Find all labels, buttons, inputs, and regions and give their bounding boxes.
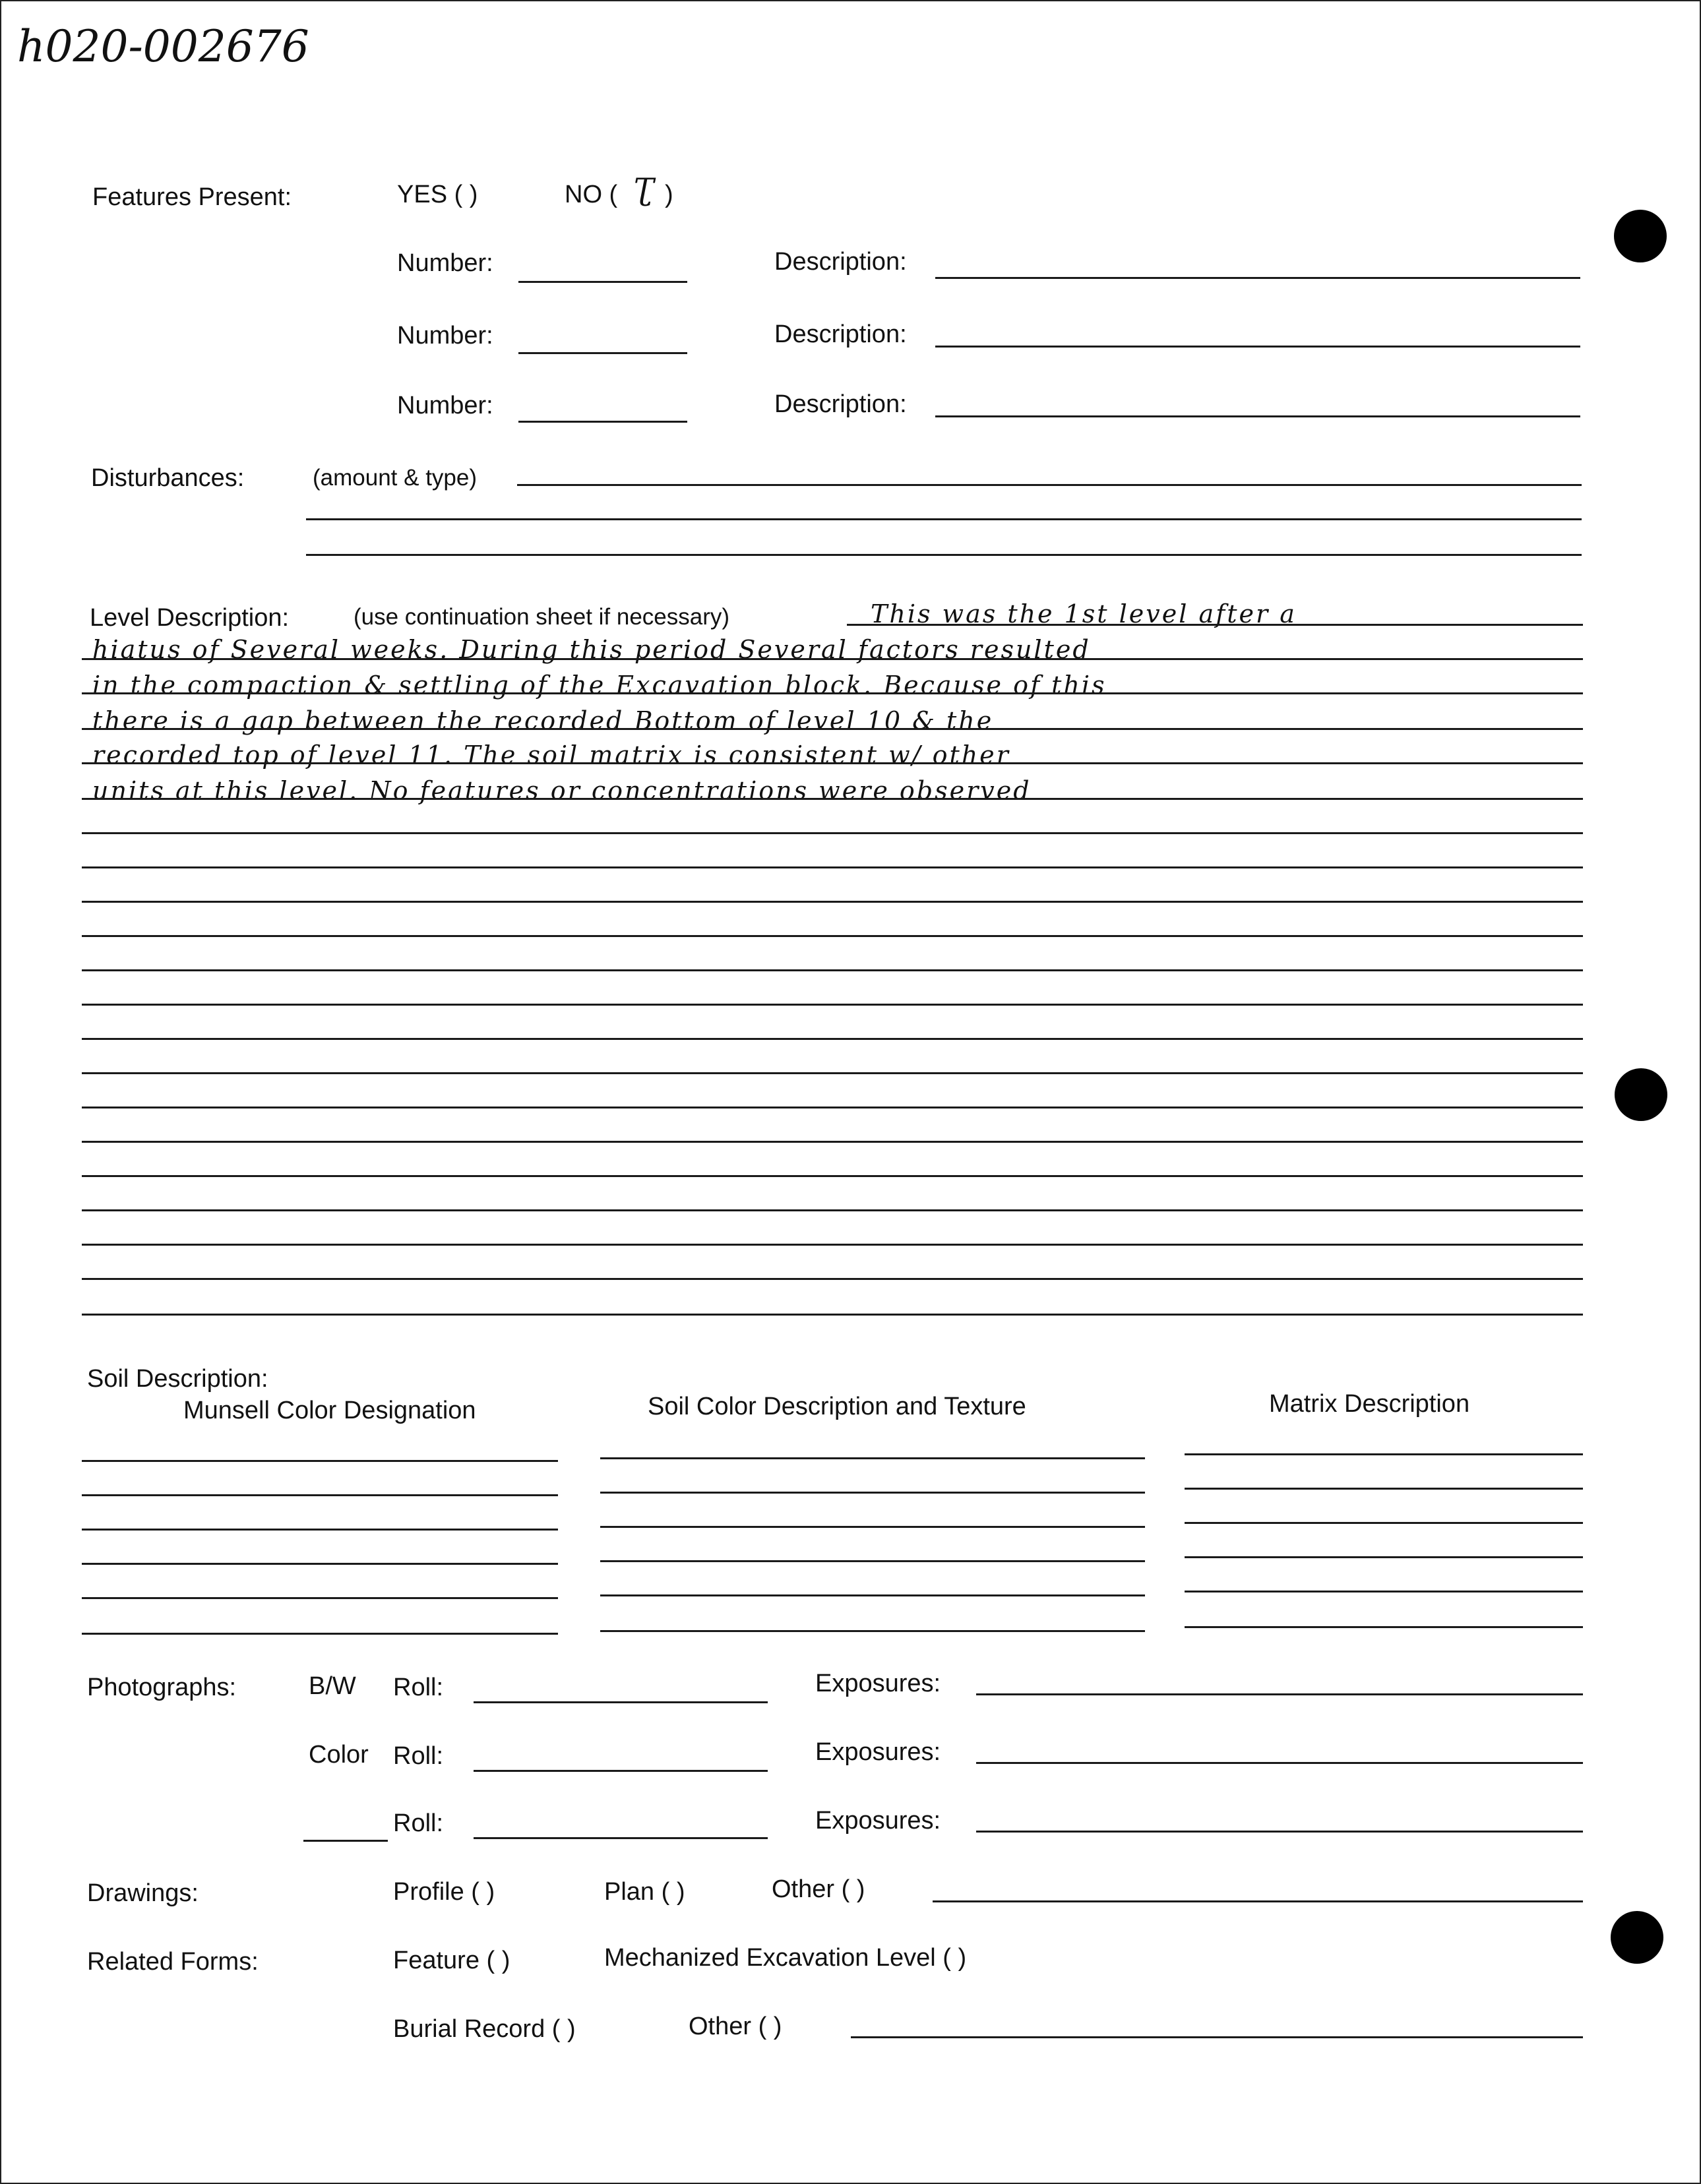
soil-col-matrix-header: Matrix Description [1269,1390,1470,1418]
photo-exposures-label-3: Exposures: [815,1807,941,1835]
punch-hole-top [1614,210,1667,262]
number-label-3: Number: [397,392,493,419]
drawing-plan-option[interactable]: Plan ( ) [604,1878,685,1906]
level-line-17[interactable] [82,1175,1583,1177]
disturbances-label: Disturbances: [91,464,245,492]
matrix-line-5[interactable] [1185,1591,1583,1592]
photo-exposures-label-1: Exposures: [815,1670,941,1697]
description-field-1[interactable] [935,277,1580,279]
description-label-2: Description: [774,320,907,348]
color-texture-line-4[interactable] [600,1560,1145,1562]
color-texture-line-2[interactable] [600,1492,1145,1494]
munsell-line-2[interactable] [82,1494,558,1496]
photo-roll-field-3[interactable] [474,1837,768,1839]
level-line-9[interactable] [82,901,1583,903]
level-line-11[interactable] [82,969,1583,971]
features-no-close: ) [665,181,673,208]
level-handwriting-line-4: there is a gap between the recorded Bottom of level 10 & the [92,706,994,735]
photo-color-label: Color [309,1741,369,1769]
related-burial-option[interactable]: Burial Record ( ) [393,2015,576,2043]
related-other-option[interactable]: Other ( ) [689,2013,782,2040]
level-line-4[interactable] [82,728,1583,730]
photo-roll-field-1[interactable] [474,1701,768,1703]
matrix-line-6[interactable] [1185,1626,1583,1628]
photo-roll-label-1: Roll: [393,1674,444,1701]
drawing-other-option[interactable]: Other ( ) [772,1875,865,1903]
level-line-6[interactable] [82,798,1583,800]
level-line-18[interactable] [82,1209,1583,1211]
drawings-label: Drawings: [87,1879,199,1907]
level-line-12[interactable] [82,1004,1583,1006]
disturbances-field-2[interactable] [306,518,1582,520]
level-line-21[interactable] [82,1314,1583,1316]
number-field-1[interactable] [518,281,687,283]
drawing-profile-option[interactable]: Profile ( ) [393,1878,495,1906]
munsell-line-1[interactable] [82,1460,558,1462]
munsell-line-5[interactable] [82,1597,558,1599]
related-mechanized-option[interactable]: Mechanized Excavation Level ( ) [604,1944,967,1972]
matrix-line-1[interactable] [1185,1453,1583,1455]
level-line-16[interactable] [82,1141,1583,1143]
level-description-label: Level Description: [90,604,290,632]
features-no-mark: Ʈ [633,171,654,207]
photo-exposures-field-3[interactable] [976,1831,1583,1833]
color-texture-line-6[interactable] [600,1630,1145,1632]
related-forms-label: Related Forms: [87,1948,259,1976]
photo-roll-label-2: Roll: [393,1742,444,1770]
color-texture-line-3[interactable] [600,1526,1145,1528]
document-stamp: h020-002676 [17,21,309,72]
photo-exposures-field-1[interactable] [976,1693,1583,1695]
level-line-19[interactable] [82,1244,1583,1246]
soil-description-label: Soil Description: [87,1365,268,1393]
description-field-2[interactable] [935,346,1580,348]
photo-roll-label-3: Roll: [393,1809,444,1837]
level-line-1[interactable] [847,624,1583,626]
level-handwriting-line-3: in the compaction & settling of the Excavation block. Because of this [92,671,1107,700]
photo-exposures-label-2: Exposures: [815,1738,941,1766]
level-line-3[interactable] [82,692,1583,694]
description-field-3[interactable] [935,415,1580,417]
munsell-line-4[interactable] [82,1563,558,1565]
level-line-7[interactable] [82,832,1583,834]
related-feature-option[interactable]: Feature ( ) [393,1947,510,1974]
level-handwriting-line-2: hiatus of Several weeks. During this period Several factors resulted [92,635,1091,664]
features-yes-option[interactable]: YES ( ) [397,181,478,208]
level-line-20[interactable] [82,1278,1583,1280]
photographs-label: Photographs: [87,1674,237,1701]
disturbances-field-3[interactable] [306,554,1582,556]
level-line-5[interactable] [82,762,1583,764]
level-handwriting-line-1: This was the 1st level after a [871,599,1297,628]
level-line-10[interactable] [82,935,1583,937]
punch-hole-bottom [1611,1911,1663,1964]
features-no-option[interactable]: NO ( [565,181,618,208]
description-label-3: Description: [774,390,907,418]
disturbances-field-1[interactable] [517,484,1582,486]
description-label-1: Description: [774,248,907,276]
level-line-8[interactable] [82,866,1583,868]
features-present-label: Features Present: [92,183,292,211]
level-handwriting-line-6: units at this level. No features or concentrations were observed [92,776,1032,805]
photo-type-field-3[interactable] [303,1840,388,1842]
color-texture-line-5[interactable] [600,1594,1145,1596]
matrix-line-2[interactable] [1185,1488,1583,1490]
color-texture-line-1[interactable] [600,1457,1145,1459]
level-description-hint: (use continuation sheet if necessary) [354,604,730,630]
drawing-other-field[interactable] [933,1900,1583,1902]
photo-roll-field-2[interactable] [474,1770,768,1772]
munsell-line-3[interactable] [82,1529,558,1531]
level-line-13[interactable] [82,1038,1583,1040]
number-label-1: Number: [397,249,493,277]
number-field-3[interactable] [518,421,687,423]
level-handwriting-line-5: recorded top of level 11. The soil matrix is consistent w/ other [92,741,1010,770]
punch-hole-middle [1615,1068,1667,1121]
soil-col-munsell-header: Munsell Color Designation [183,1397,476,1424]
matrix-line-4[interactable] [1185,1556,1583,1558]
level-line-15[interactable] [82,1107,1583,1108]
level-line-2[interactable] [82,658,1583,660]
photo-bw-label: B/W [309,1672,356,1700]
related-other-field[interactable] [851,2036,1583,2038]
number-field-2[interactable] [518,352,687,354]
photo-exposures-field-2[interactable] [976,1762,1583,1764]
level-line-14[interactable] [82,1072,1583,1074]
disturbances-hint: (amount & type) [313,465,477,491]
munsell-line-6[interactable] [82,1633,558,1635]
matrix-line-3[interactable] [1185,1522,1583,1524]
soil-col-color-texture-header: Soil Color Description and Texture [648,1393,1026,1420]
number-label-2: Number: [397,322,493,349]
